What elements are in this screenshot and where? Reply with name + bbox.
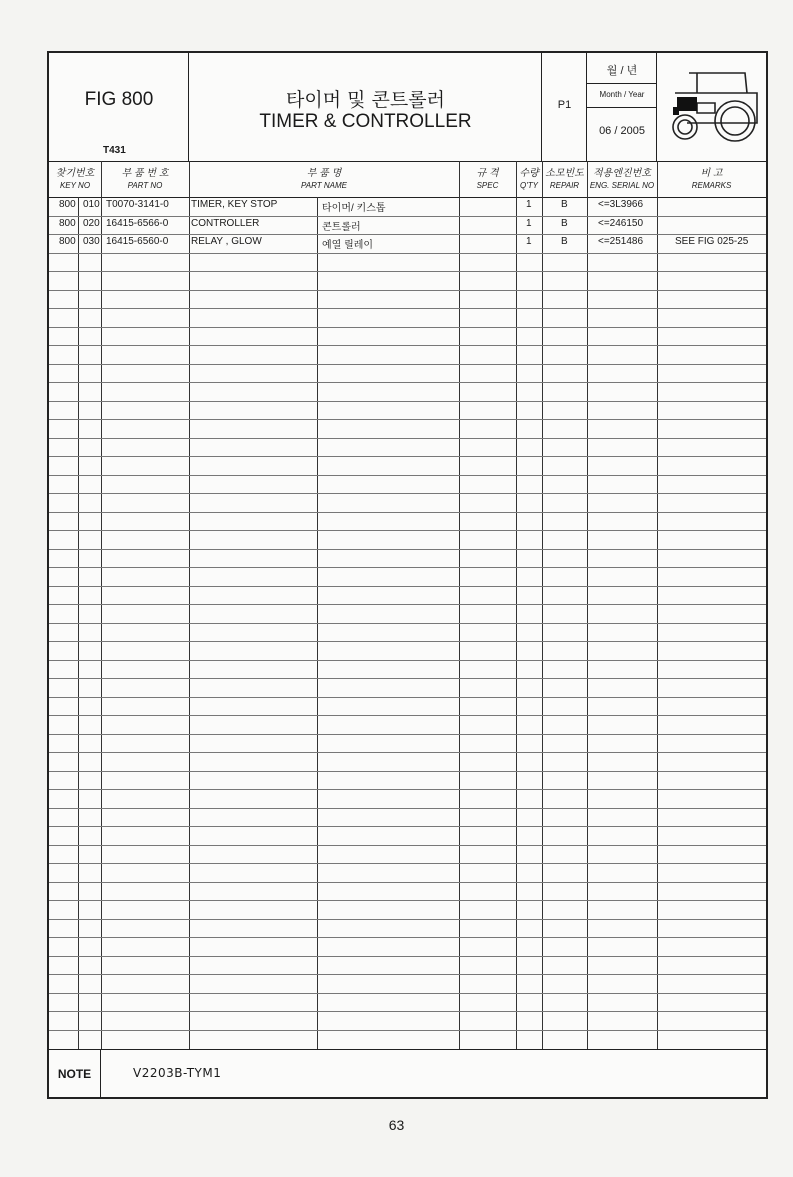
grid-row-line	[49, 345, 766, 346]
fig-cell	[49, 53, 189, 161]
table-row	[49, 216, 766, 235]
quantity: 1	[526, 199, 532, 210]
col-spec: 규 격 SPEC	[476, 168, 499, 190]
grid-row-line	[49, 567, 766, 568]
remarks: SEE FIG 025-25	[675, 236, 749, 247]
table-row	[49, 197, 766, 216]
grid-row-line	[49, 771, 766, 772]
grid-row-line	[49, 623, 766, 624]
engine-serial: <=3L3966	[598, 199, 644, 210]
part-number: 16415-6560-0	[106, 236, 169, 247]
tractor-icon	[667, 63, 759, 147]
grid-row-line	[49, 216, 766, 217]
fig-number: 800	[59, 217, 76, 229]
grid-row-line	[49, 1011, 766, 1012]
repair-code: B	[561, 217, 568, 229]
col-remarks: 비 고 REMARKS	[691, 168, 732, 190]
title-cell	[189, 53, 542, 161]
grid-row-line	[49, 549, 766, 550]
col-part-no: 부 품 번 호 PART NO	[121, 168, 169, 190]
grid-row-line	[49, 493, 766, 494]
grid-row-line	[49, 438, 766, 439]
title-korean: 타이머 및 콘트롤러	[286, 89, 445, 111]
grid-row-line	[49, 900, 766, 901]
grid-row-line	[49, 475, 766, 476]
month-year-cell	[587, 53, 657, 161]
part-number: T0070-3141-0	[106, 199, 169, 210]
table-row	[49, 234, 766, 253]
grid-row-line	[49, 290, 766, 291]
grid-row-line	[49, 752, 766, 753]
grid-row-line	[49, 327, 766, 328]
tractor-illustration-cell	[657, 53, 766, 161]
grid-row-line	[49, 234, 766, 235]
grid-row-line	[49, 789, 766, 790]
col-key-no: 찾기번호 KEY NO	[55, 168, 95, 190]
key-number: 010	[83, 199, 100, 210]
grid-row-line	[49, 512, 766, 513]
key-number: 030	[83, 236, 100, 247]
page-cell	[542, 53, 587, 161]
grid-row-line	[49, 734, 766, 735]
quantity: 1	[526, 217, 532, 229]
title-english: TIMER & CONTROLLER	[259, 111, 472, 132]
grid-row-line	[49, 530, 766, 531]
part-name-en: TIMER, KEY STOP	[191, 199, 278, 210]
grid-column-line	[189, 161, 190, 1049]
engine-serial: <=251486	[598, 236, 644, 247]
grid-row-line	[49, 253, 766, 254]
model-code: T431	[103, 145, 126, 156]
fig-title: FIG 800	[84, 89, 154, 110]
grid-row-line	[49, 641, 766, 642]
note-row	[49, 1049, 766, 1098]
grid-row-line	[49, 919, 766, 920]
col-serial: 적용엔진번호 ENG. SERIAL NO	[589, 168, 655, 190]
fig-number: 800	[59, 199, 76, 210]
col-repair: 소모빈도 REPAIR	[545, 168, 584, 190]
grid-column-line	[657, 161, 658, 1049]
grid-row-line	[49, 993, 766, 994]
column-header-row	[49, 161, 766, 198]
month-year-label-ko: 월 / 년	[587, 53, 657, 84]
grid-column-line	[542, 161, 543, 1049]
issue-date: 06 / 2005	[599, 125, 645, 137]
grid-row-line	[49, 863, 766, 864]
grid-row-line	[49, 715, 766, 716]
grid-row-line	[49, 604, 766, 605]
grid-row-line	[49, 364, 766, 365]
grid-row-line	[49, 956, 766, 957]
grid-row-line	[49, 882, 766, 883]
grid-row-line	[49, 419, 766, 420]
part-name-ko: 타이머/ 키스톱	[322, 203, 386, 214]
grid-row-line	[49, 660, 766, 661]
engine-serial: <=246150	[598, 217, 644, 229]
grid-row-line	[49, 382, 766, 383]
note-label: NOTE	[49, 1050, 101, 1098]
part-name-ko: 콘트롤러	[322, 221, 361, 233]
grid-row-line	[49, 401, 766, 402]
repair-code: B	[561, 236, 568, 247]
grid-column-line	[101, 161, 102, 1049]
grid-row-line	[49, 456, 766, 457]
month-year-label-en: Month / Year	[587, 83, 657, 108]
page-number: 63	[388, 1117, 405, 1133]
col-qty: 수량 Q'TY	[519, 168, 539, 190]
grid-row-line	[49, 308, 766, 309]
sheet-header	[49, 53, 766, 162]
grid-row-line	[49, 974, 766, 975]
fig-number: 800	[59, 236, 76, 247]
part-name-en: CONTROLLER	[191, 217, 260, 229]
repair-code: B	[561, 199, 568, 210]
part-name-ko: 예열 릴레이	[322, 240, 374, 251]
part-number: 16415-6566-0	[106, 217, 169, 229]
grid-row-line	[49, 697, 766, 698]
grid-row-line	[49, 1030, 766, 1031]
part-name-en: RELAY , GLOW	[191, 236, 262, 247]
note-value: V2203B-TYM1	[133, 1066, 222, 1080]
grid-column-line	[459, 161, 460, 1049]
grid-row-line	[49, 845, 766, 846]
key-number: 020	[83, 217, 100, 229]
parts-sheet	[47, 51, 768, 1099]
grid-column-line	[516, 161, 517, 1049]
grid-row-line	[49, 678, 766, 679]
page-code: P1	[557, 99, 572, 111]
grid-column-line	[587, 161, 588, 1049]
grid-row-line	[49, 826, 766, 827]
grid-row-line	[49, 586, 766, 587]
quantity: 1	[526, 236, 532, 247]
grid-row-line	[49, 271, 766, 272]
col-part-name: 부 품 명 PART NAME	[301, 168, 347, 190]
grid-row-line	[49, 808, 766, 809]
grid-row-line	[49, 937, 766, 938]
